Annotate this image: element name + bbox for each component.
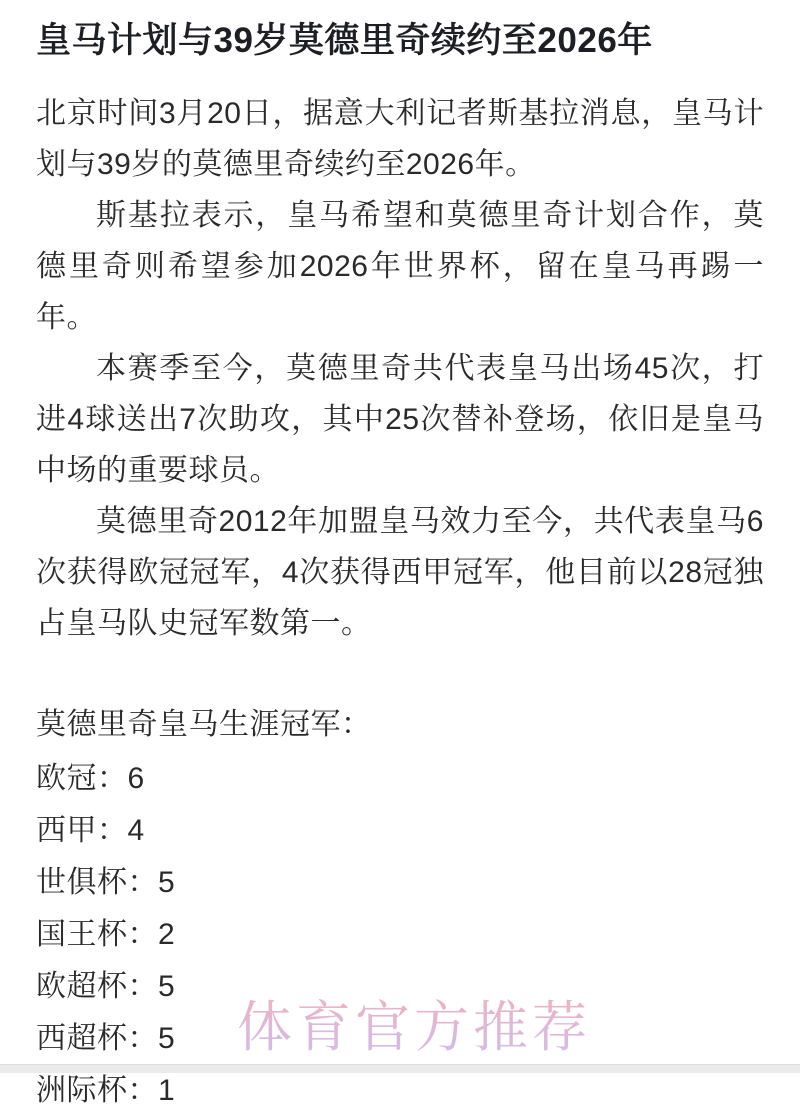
article-paragraph: 斯基拉表示，皇马希望和莫德里奇计划合作，莫德里奇则希望参加2026年世界杯，留在皇马再踢一年。: [36, 199, 764, 334]
bottom-divider: [0, 1064, 800, 1073]
trophy-list-item: 世俱杯：5: [36, 866, 176, 899]
trophy-list: [36, 753, 764, 1117]
article-paragraph: 莫德里奇2012年加盟皇马效力至今，共代表皇马6次获得欧冠冠军，4次获得西甲冠军，他目前以28冠独占皇马队史冠军数第一。: [36, 505, 764, 640]
trophy-list-item: 国王杯：2: [36, 918, 176, 951]
article-title: 皇马计划与39岁莫德里奇续约至2026年: [36, 21, 653, 60]
trophy-list-item: 西超杯：5: [36, 1022, 176, 1055]
trophy-list-item: 欧冠：6: [36, 762, 145, 795]
article-body: [36, 88, 764, 649]
trophy-list-item: 西甲：4: [36, 814, 145, 847]
trophy-list-heading: 莫德里奇皇马生涯冠军：: [36, 708, 372, 741]
watermark: 体育官方推荐: [237, 983, 591, 1062]
article-paragraph: 本赛季至今，莫德里奇共代表皇马出场45次，打进4球送出7次助攻，其中25次替补登场，依旧是皇马中场的重要球员。: [36, 352, 764, 487]
trophy-list-item: 洲际杯：1: [36, 1074, 176, 1107]
article-paragraph: 北京时间3月20日，据意大利记者斯基拉消息，皇马计划与39岁的莫德里奇续约至2026年。: [36, 97, 764, 181]
trophy-list-item: 欧超杯：5: [36, 970, 176, 1003]
